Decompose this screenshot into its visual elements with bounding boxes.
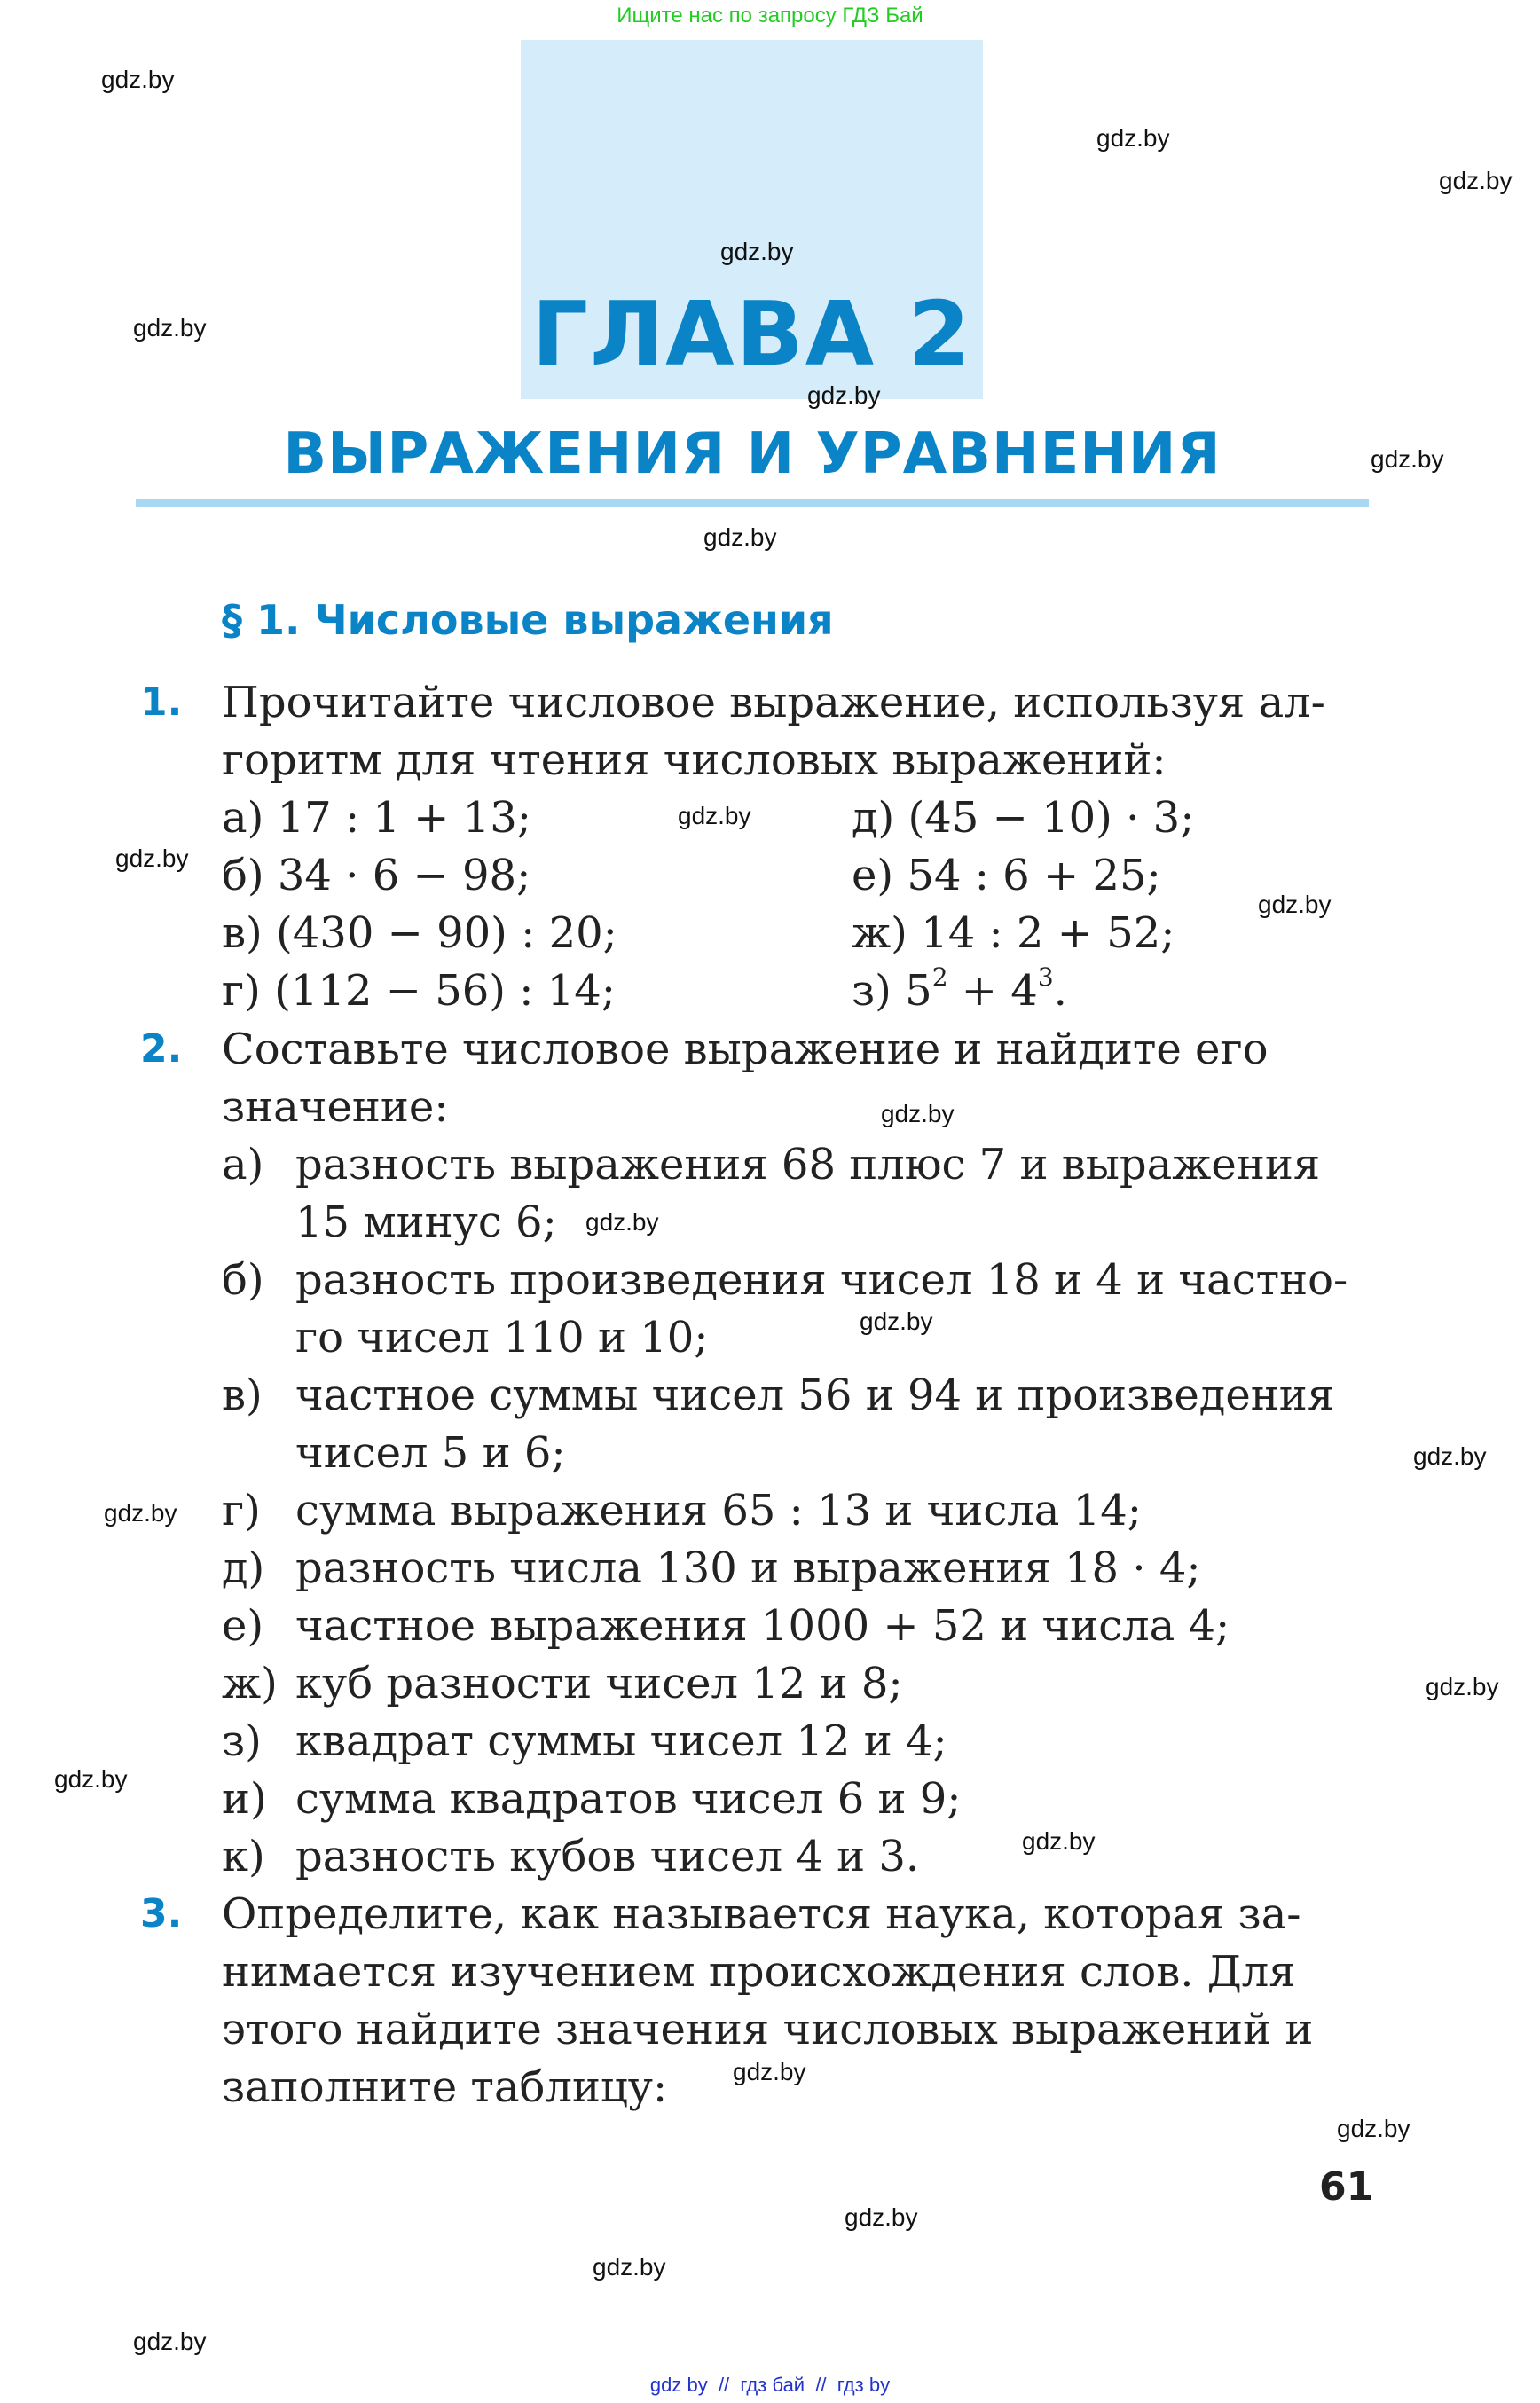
item-text: частное суммы чисел 56 и 94 и произведения [295,1370,1334,1420]
list-item [222,1484,1142,1537]
watermark: gdz.by [1371,445,1444,473]
item-label: д) [852,793,895,843]
item-label: з) [222,1716,262,1766]
base: 4 [1010,966,1038,1016]
list-item [852,907,1175,960]
item-text-continued: чисел 5 и 6; [295,1428,566,1478]
exercise-number: 2. [140,1026,183,1072]
watermark: gdz.by [115,844,189,872]
watermark: gdz.by [881,1100,955,1127]
watermark: gdz.by [845,2203,918,2231]
exponent: 2 [931,962,948,992]
item-text: сумма выражения 65 : 13 и числа 14; [295,1486,1142,1535]
list-item [852,849,1161,902]
item-text: куб разности чисел 12 и 8; [295,1659,903,1708]
item-label: а) [222,793,264,843]
item-label: е) [852,851,894,900]
item-text: 34 · 6 − 98; [277,851,531,900]
page-number: 61 [1319,2164,1374,2210]
item-label: г) [222,966,261,1016]
list-item [222,1138,1320,1191]
watermark: gdz.by [1426,1673,1499,1700]
punct: . [1053,966,1067,1016]
exercise-number: 1. [140,679,183,725]
item-text: 54 : 6 + 25; [907,851,1161,900]
item-text: сумма квадратов чисел 6 и 9; [295,1774,962,1824]
list-item [222,1369,1334,1422]
exercise-text-line: Прочитайте числовое выражение, используя ал- [222,678,1325,727]
list-item [852,791,1194,844]
watermark: gdz.by [593,2253,666,2281]
watermark: gdz.by [703,523,777,551]
watermark: gdz.by [678,802,751,829]
item-label: е) [222,1601,264,1651]
base: 5 [905,966,932,1016]
list-item [222,1657,903,1710]
footer-links[interactable]: gdz by // гдз бай // гдз by [649,2374,891,2396]
item-label: д) [222,1543,265,1593]
list-item [852,964,1067,1017]
watermark: gdz.by [1258,891,1332,918]
watermark: gdz.by [720,238,794,265]
item-label: б) [222,1255,264,1305]
item-text: квадрат суммы чисел 12 и 4; [295,1716,947,1766]
watermark: gdz.by [1022,1827,1096,1855]
top-banner: Ищите нас по запросу ГДЗ Бай [617,4,923,27]
item-label: г) [222,1486,261,1535]
exercise-number: 3. [140,1891,183,1936]
exercise-text-line: Определите, как называется наука, которая за- [222,1889,1301,1939]
item-text: разность кубов чисел 4 и 3. [295,1832,920,1881]
exercise-text-line: значение: [222,1082,449,1132]
watermark: gdz.by [101,66,175,93]
list-item [222,1253,1348,1307]
chapter-subtitle: ВЫРАЖЕНИЯ И УРАВНЕНИЯ [283,421,1222,487]
operator: + [947,966,1011,1016]
item-text: разность выражения 68 плюс 7 и выражения [295,1140,1321,1190]
list-item [222,1772,961,1826]
watermark: gdz.by [1096,124,1170,152]
item-label: б) [222,851,264,900]
list-item [222,907,617,960]
item-text-continued: го чисел 110 и 10; [295,1313,709,1362]
watermark: gdz.by [1439,167,1512,194]
item-label: а) [222,1140,264,1190]
item-label: в) [222,908,263,958]
item-text-continued: 15 минус 6; [295,1198,557,1247]
item-label: ж) [222,1659,278,1708]
item-label: в) [222,1370,263,1420]
watermark: gdz.by [1413,1442,1487,1470]
item-text: разность произведения чисел 18 и 4 и частно- [295,1255,1348,1305]
chapter-title: ГЛАВА 2 [531,282,972,386]
item-text: 14 : 2 + 52; [921,908,1175,958]
item-text: (430 − 90) : 20; [276,908,617,958]
item-text: частное выражения 1000 + 52 и числа 4; [295,1601,1230,1651]
divider-rule [136,499,1369,507]
list-item [222,1830,919,1883]
list-item [222,1715,947,1768]
list-item [222,1542,1201,1595]
watermark: gdz.by [133,314,207,342]
list-item [222,791,531,844]
watermark: gdz.by [104,1499,177,1527]
item-label: з) [852,966,892,1016]
exercise-text-line: горитм для чтения числовых выражений: [222,735,1167,785]
item-text: (112 − 56) : 14; [274,966,616,1016]
item-text: 17 : 1 + 13; [277,793,531,843]
watermark: gdz.by [860,1308,933,1335]
item-text: (45 − 10) · 3; [908,793,1195,843]
exercise-text-line: заполните таблицу: [222,2062,668,2112]
list-item [222,1599,1230,1653]
watermark: gdz.by [733,2058,806,2085]
section-heading: § 1. Числовые выражения [222,596,834,644]
exponent: 3 [1037,962,1054,992]
exercise-text-line: нимается изучением происхождения слов. Для [222,1947,1296,1997]
watermark: gdz.by [585,1208,659,1236]
item-label: к) [222,1832,265,1881]
watermark: gdz.by [1337,2115,1410,2142]
list-item [222,849,530,902]
exercise-text-line: Составьте числовое выражение и найдите его [222,1025,1269,1074]
item-text: разность числа 130 и выражения 18 · 4; [295,1543,1201,1593]
exercise-text-line: этого найдите значения числовых выражений и [222,2005,1314,2054]
watermark: gdz.by [54,1765,128,1793]
watermark: gdz.by [133,2328,207,2355]
item-label: ж) [852,908,908,958]
item-label: и) [222,1774,267,1824]
watermark: gdz.by [807,381,881,409]
list-item [222,964,616,1017]
